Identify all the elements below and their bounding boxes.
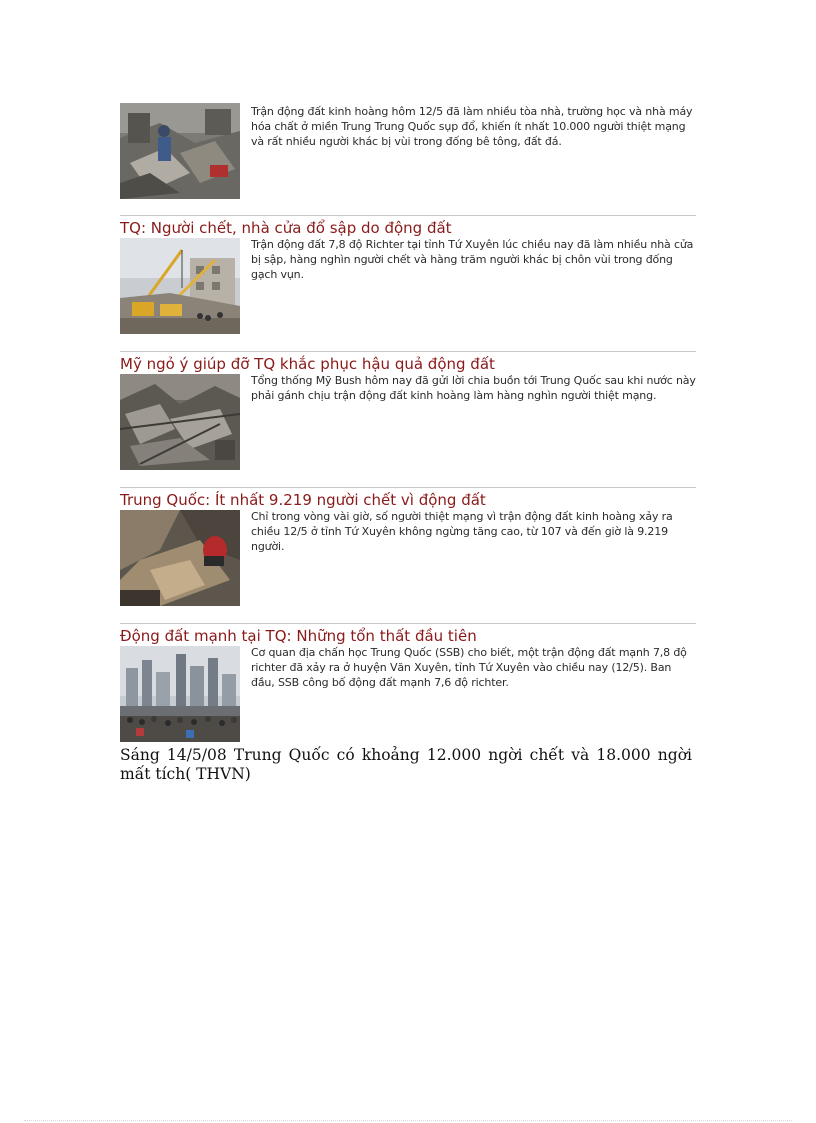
news-summary: Chỉ trong vòng vài giờ, số người thiệt mạng vì trận động đất kinh hoàng xảy ra chiều 12/5 ở tỉnh Tứ Xuyên không ngừng tăng cao, từ 107 và đến giờ là 9.219 người.: [251, 510, 673, 553]
casualty-note: Sáng 14/5/08 Trung Quốc có khoảng 12.000 ngời chết và 18.000 ngời mất tích( THVN): [120, 746, 692, 783]
news-headline-link[interactable]: TQ: Người chết, nhà cửa đổ sập do động đất: [120, 219, 452, 237]
news-item-4: [120, 488, 696, 624]
news-list: [120, 102, 696, 750]
news-summary: Cơ quan địa chấn học Trung Quốc (SSB) cho biết, một trận động đất mạnh 7,8 độ richter đã xảy ra ở huyện Văn Xuyên, tỉnh Tứ Xuyên vào chiều nay (12/5). Ban đầu, SSB công bố động đất mạnh 7,6 độ richter.: [251, 646, 687, 689]
news-summary: Trận động đất 7,8 độ Richter tại tỉnh Tứ Xuyên lúc chiều nay đã làm nhiều nhà cửa bị sập, hàng nghìn người chết và hàng trăm người khác bị chôn vùi trong đống gạch vụn.: [251, 238, 694, 281]
news-headline-link[interactable]: Mỹ ngỏ ý giúp đỡ TQ khắc phục hậu quả động đất: [120, 355, 495, 373]
news-summary: Trận động đất kinh hoàng hôm 12/5 đã làm nhiều tòa nhà, trường học và nhà máy hóa chất ở miền Trung Trung Quốc sụp đổ, khiến ít nhất 10.000 người thiệt mạng và rất nhiều người khác bị vùi trong đống bê tông, đất đá.: [251, 105, 693, 148]
news-photo-city-crowd[interactable]: [120, 646, 240, 742]
news-headline-link[interactable]: Động đất mạnh tại TQ: Những tổn thất đầu tiên: [120, 627, 477, 645]
news-item-1: [120, 102, 696, 216]
news-item-2: [120, 216, 696, 352]
news-headline-link[interactable]: Trung Quốc: Ít nhất 9.219 người chết vì động đất: [120, 491, 486, 509]
news-photo-debris[interactable]: [120, 374, 240, 470]
news-photo-collapsed-building[interactable]: [120, 103, 240, 199]
news-summary: Tổng thống Mỹ Bush hôm nay đã gửi lời chia buồn tới Trung Quốc sau khi nước này phải gánh chịu trận động đất kinh hoàng làm hàng nghìn người thiệt mạng.: [251, 374, 696, 402]
page-divider: [24, 1120, 792, 1121]
news-photo-rescue[interactable]: [120, 510, 240, 606]
news-item-3: [120, 352, 696, 488]
news-item-5: [120, 624, 696, 750]
news-photo-cranes-rubble[interactable]: [120, 238, 240, 334]
